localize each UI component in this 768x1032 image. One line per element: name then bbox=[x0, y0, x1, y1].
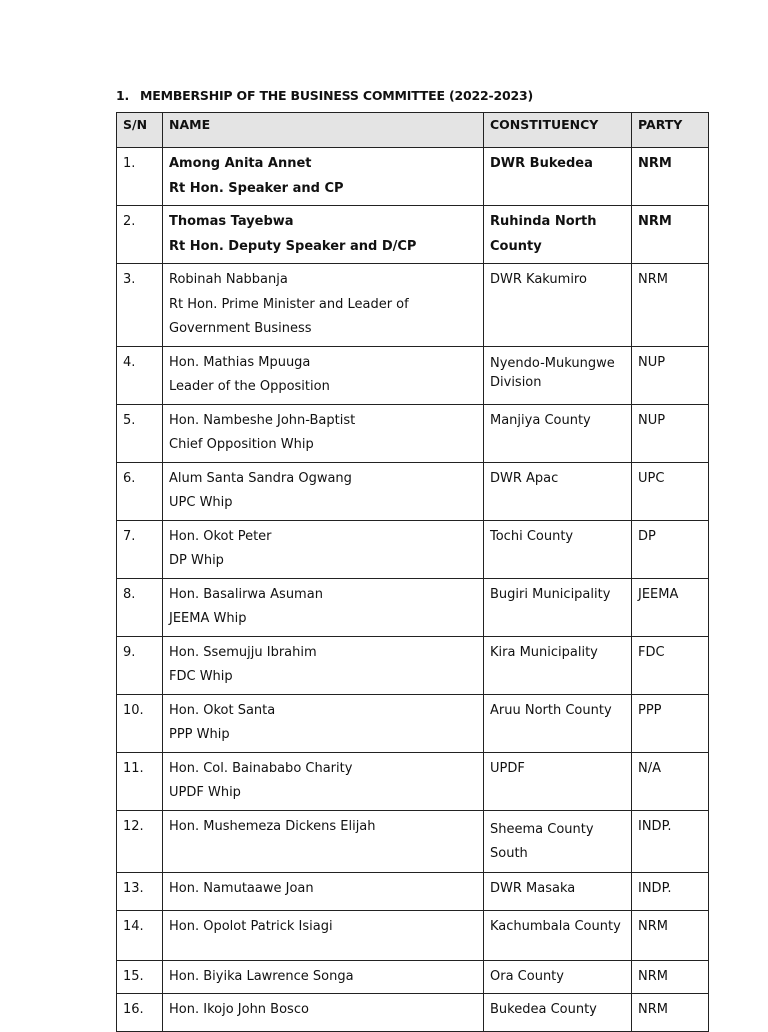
header-party: PARTY bbox=[632, 113, 709, 148]
member-role: Rt Hon. Deputy Speaker and D/CP bbox=[169, 238, 417, 254]
cell-name bbox=[163, 810, 484, 872]
cell-sn: 2. bbox=[117, 206, 163, 264]
table-row bbox=[117, 520, 709, 578]
cell-constituency: Bukedea County bbox=[484, 994, 632, 1032]
cell-name bbox=[163, 346, 484, 404]
cell-name bbox=[163, 462, 484, 520]
table-row bbox=[117, 148, 709, 206]
cell-sn: 8. bbox=[117, 578, 163, 636]
cell-constituency: Bugiri Municipality bbox=[484, 578, 632, 636]
cell-party: DP bbox=[632, 520, 709, 578]
cell-constituency: DWR Kakumiro bbox=[484, 264, 632, 347]
cell-name bbox=[163, 694, 484, 752]
cell-party: NRM bbox=[632, 960, 709, 994]
cell-constituency: Ora County bbox=[484, 960, 632, 994]
cell-constituency: Kachumbala County bbox=[484, 910, 632, 960]
member-name: Hon. Col. Bainababo Charity bbox=[169, 760, 353, 776]
cell-constituency: Tochi County bbox=[484, 520, 632, 578]
cell-name bbox=[163, 910, 484, 960]
member-name: Thomas Tayebwa bbox=[169, 214, 294, 229]
cell-party: NRM bbox=[632, 994, 709, 1032]
cell-party: INDP. bbox=[632, 872, 709, 910]
member-name: Hon. Mushemeza Dickens Elijah bbox=[169, 818, 376, 834]
table-row bbox=[117, 994, 709, 1032]
cell-constituency: Sheema County South bbox=[484, 810, 632, 872]
member-role: FDC Whip bbox=[169, 669, 233, 684]
cell-party: INDP. bbox=[632, 810, 709, 872]
cell-name bbox=[163, 872, 484, 910]
table-row bbox=[117, 694, 709, 752]
table-row bbox=[117, 872, 709, 910]
table-row bbox=[117, 462, 709, 520]
cell-name bbox=[163, 636, 484, 694]
cell-party: PPP bbox=[632, 694, 709, 752]
member-role: Rt Hon. Prime Minister and Leader of Government Business bbox=[169, 296, 409, 336]
cell-constituency: DWR Bukedea bbox=[484, 148, 632, 206]
member-name: Among Anita Annet bbox=[169, 156, 312, 171]
header-sn: S/N bbox=[117, 113, 163, 148]
cell-sn: 5. bbox=[117, 404, 163, 462]
table-row bbox=[117, 206, 709, 264]
cell-name bbox=[163, 520, 484, 578]
member-role: Leader of the Opposition bbox=[169, 379, 330, 394]
member-name: Hon. Okot Santa bbox=[169, 702, 276, 718]
table-row bbox=[117, 346, 709, 404]
member-role: DP Whip bbox=[169, 553, 224, 568]
cell-name bbox=[163, 404, 484, 462]
table-row bbox=[117, 810, 709, 872]
section-number: 1. bbox=[116, 88, 130, 103]
member-name: Hon. Opolot Patrick Isiagi bbox=[169, 918, 333, 934]
member-role: UPDF Whip bbox=[169, 785, 241, 800]
member-name: Hon. Ikojo John Bosco bbox=[169, 1002, 309, 1017]
cell-name bbox=[163, 994, 484, 1032]
cell-sn: 4. bbox=[117, 346, 163, 404]
cell-sn: 10. bbox=[117, 694, 163, 752]
member-name: Hon. Biyika Lawrence Songa bbox=[169, 968, 354, 984]
cell-constituency: Manjiya County bbox=[484, 404, 632, 462]
member-name: Hon. Nambeshe John-Baptist bbox=[169, 412, 356, 428]
cell-sn: 7. bbox=[117, 520, 163, 578]
member-name: Hon. Okot Peter bbox=[169, 528, 272, 544]
member-name: Hon. Ssemujju Ibrahim bbox=[169, 644, 317, 660]
cell-party: NRM bbox=[632, 264, 709, 347]
header-constituency: CONSTITUENCY bbox=[484, 113, 632, 148]
committee-table bbox=[116, 112, 709, 1032]
table-row bbox=[117, 910, 709, 960]
table-row bbox=[117, 404, 709, 462]
cell-constituency: UPDF bbox=[484, 752, 632, 810]
cell-constituency: Aruu North County bbox=[484, 694, 632, 752]
cell-sn: 13. bbox=[117, 872, 163, 910]
cell-sn: 6. bbox=[117, 462, 163, 520]
cell-name bbox=[163, 578, 484, 636]
cell-sn: 1. bbox=[117, 148, 163, 206]
cell-sn: 16. bbox=[117, 994, 163, 1032]
cell-party: FDC bbox=[632, 636, 709, 694]
cell-party: NRM bbox=[632, 148, 709, 206]
cell-name bbox=[163, 960, 484, 994]
cell-party: N/A bbox=[632, 752, 709, 810]
table-header-row bbox=[117, 113, 709, 148]
member-role: JEEMA Whip bbox=[169, 611, 247, 626]
cell-constituency: Ruhinda North County bbox=[484, 206, 632, 264]
member-name: Robinah Nabbanja bbox=[169, 272, 288, 287]
cell-sn: 3. bbox=[117, 264, 163, 347]
table-row bbox=[117, 752, 709, 810]
member-role: Rt Hon. Speaker and CP bbox=[169, 180, 344, 196]
member-name: Hon. Namutaawe Joan bbox=[169, 880, 314, 896]
cell-name bbox=[163, 264, 484, 347]
member-role: PPP Whip bbox=[169, 727, 230, 742]
section-heading bbox=[116, 88, 533, 103]
cell-constituency: DWR Apac bbox=[484, 462, 632, 520]
cell-constituency: Kira Municipality bbox=[484, 636, 632, 694]
member-name: Alum Santa Sandra Ogwang bbox=[169, 470, 352, 486]
cell-constituency: Nyendo-Mukungwe Division bbox=[484, 346, 632, 404]
cell-party: UPC bbox=[632, 462, 709, 520]
cell-sn: 9. bbox=[117, 636, 163, 694]
cell-party: JEEMA bbox=[632, 578, 709, 636]
cell-name bbox=[163, 148, 484, 206]
member-role: UPC Whip bbox=[169, 495, 233, 510]
member-name: Hon. Mathias Mpuuga bbox=[169, 354, 311, 370]
cell-sn: 14. bbox=[117, 910, 163, 960]
cell-name bbox=[163, 752, 484, 810]
cell-name bbox=[163, 206, 484, 264]
cell-party: NUP bbox=[632, 404, 709, 462]
table-row bbox=[117, 960, 709, 994]
cell-party: NRM bbox=[632, 910, 709, 960]
cell-party: NRM bbox=[632, 206, 709, 264]
cell-constituency: DWR Masaka bbox=[484, 872, 632, 910]
cell-sn: 12. bbox=[117, 810, 163, 872]
table-row bbox=[117, 264, 709, 347]
cell-sn: 11. bbox=[117, 752, 163, 810]
cell-sn: 15. bbox=[117, 960, 163, 994]
member-name: Hon. Basalirwa Asuman bbox=[169, 586, 323, 602]
header-name: NAME bbox=[163, 113, 484, 148]
table-row bbox=[117, 636, 709, 694]
cell-party: NUP bbox=[632, 346, 709, 404]
section-title: MEMBERSHIP OF THE BUSINESS COMMITTEE (2022-2023) bbox=[140, 88, 533, 103]
member-role: Chief Opposition Whip bbox=[169, 437, 314, 452]
table-row bbox=[117, 578, 709, 636]
